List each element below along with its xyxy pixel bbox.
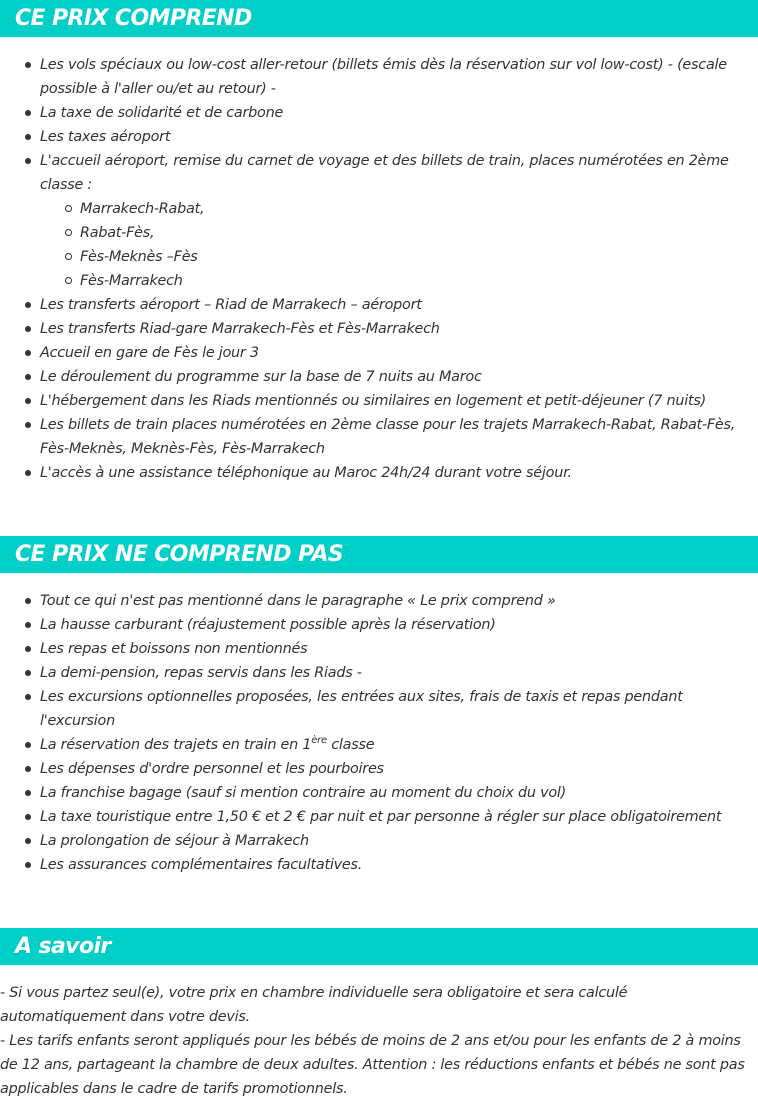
- a-savoir-body: [0, 965, 758, 1101]
- section-title-comprend: CE PRIX COMPREND: [0, 0, 758, 37]
- list-item: La hausse carburant (réajustement possible après la réservation): [40, 613, 758, 637]
- list-item: Accueil en gare de Fès le jour 3: [40, 341, 758, 365]
- list-item: La prolongation de séjour à Marrakech: [40, 829, 758, 853]
- list-item: La taxe de solidarité et de carbone: [40, 101, 758, 125]
- included-list: [0, 53, 758, 485]
- list-item: Les excursions optionnelles proposées, les entrées aux sites, frais de taxis et repas pendant l'excursion: [40, 685, 758, 733]
- list-item-text: La réservation des trajets en train en 1: [40, 737, 312, 753]
- section-ce-prix-comprend: [0, 0, 758, 536]
- list-item: [40, 149, 758, 293]
- list-item: La taxe touristique entre 1,50 € et 2 € par nuit et par personne à régler sur place obligatoirement: [40, 805, 758, 829]
- sub-list-item: Rabat-Fès,: [80, 221, 752, 245]
- list-item: Les assurances complémentaires facultatives.: [40, 853, 758, 877]
- list-item: Les dépenses d'ordre personnel et les pourboires: [40, 757, 758, 781]
- list-item: Les taxes aéroport: [40, 125, 758, 149]
- sub-list-item: Fès-Marrakech: [80, 269, 752, 293]
- list-item: Les transferts aéroport – Riad de Marrakech – aéroport: [40, 293, 758, 317]
- sub-list-item: Fès-Meknès –Fès: [80, 245, 752, 269]
- list-item-text: L'accueil aéroport, remise du carnet de voyage et des billets de train, places numérotées en 2ème classe :: [40, 153, 729, 193]
- info-paragraph: - Les tarifs enfants seront appliqués pour les bébés de moins de 2 ans et/ou pour les enfants de 2 à moins de 12 ans, partageant la chambre de deux adultes. Attention : les réductions enfants et bébés ne sont pas applicables dans le cadre de tarifs promotionnels.: [0, 1033, 745, 1097]
- section-a-savoir: [0, 928, 758, 1101]
- list-item: La demi-pension, repas servis dans les Riads -: [40, 661, 758, 685]
- sub-list-item: Marrakech-Rabat,: [80, 197, 752, 221]
- list-item: Le déroulement du programme sur la base de 7 nuits au Maroc: [40, 365, 758, 389]
- section-ce-prix-ne-comprend-pas: [0, 536, 758, 928]
- list-item: L'accès à une assistance téléphonique au Maroc 24h/24 durant votre séjour.: [40, 461, 758, 485]
- section-title-a-savoir: A savoir: [0, 928, 758, 965]
- list-item: Les vols spéciaux ou low-cost aller-retour (billets émis dès la réservation sur vol low-cost) - (escale possible à l'aller ou/et au retour) -: [40, 53, 758, 101]
- list-item: Les repas et boissons non mentionnés: [40, 637, 758, 661]
- list-item: Les transferts Riad-gare Marrakech-Fès et Fès-Marrakech: [40, 317, 758, 341]
- list-item-suffix: classe: [326, 737, 375, 753]
- list-item: L'hébergement dans les Riads mentionnés ou similaires en logement et petit-déjeuner (7 nuits): [40, 389, 758, 413]
- section-title-ne-comprend-pas: CE PRIX NE COMPREND PAS: [0, 536, 758, 573]
- excluded-list: [0, 589, 758, 877]
- list-item: [40, 733, 758, 757]
- list-item: La franchise bagage (sauf si mention contraire au moment du choix du vol): [40, 781, 758, 805]
- list-item: Tout ce qui n'est pas mentionné dans le paragraphe « Le prix comprend »: [40, 589, 758, 613]
- train-routes-sublist: [40, 197, 752, 293]
- info-paragraph: - Si vous partez seul(e), votre prix en chambre individuelle sera obligatoire et sera calculé automatiquement dans votre devis.: [0, 985, 628, 1025]
- ordinal-superscript: ère: [311, 735, 327, 747]
- list-item: Les billets de train places numérotées en 2ème classe pour les trajets Marrakech-Rabat, Rabat-Fès, Fès-Meknès, Meknès-Fès, Fès-Marrakech: [40, 413, 758, 461]
